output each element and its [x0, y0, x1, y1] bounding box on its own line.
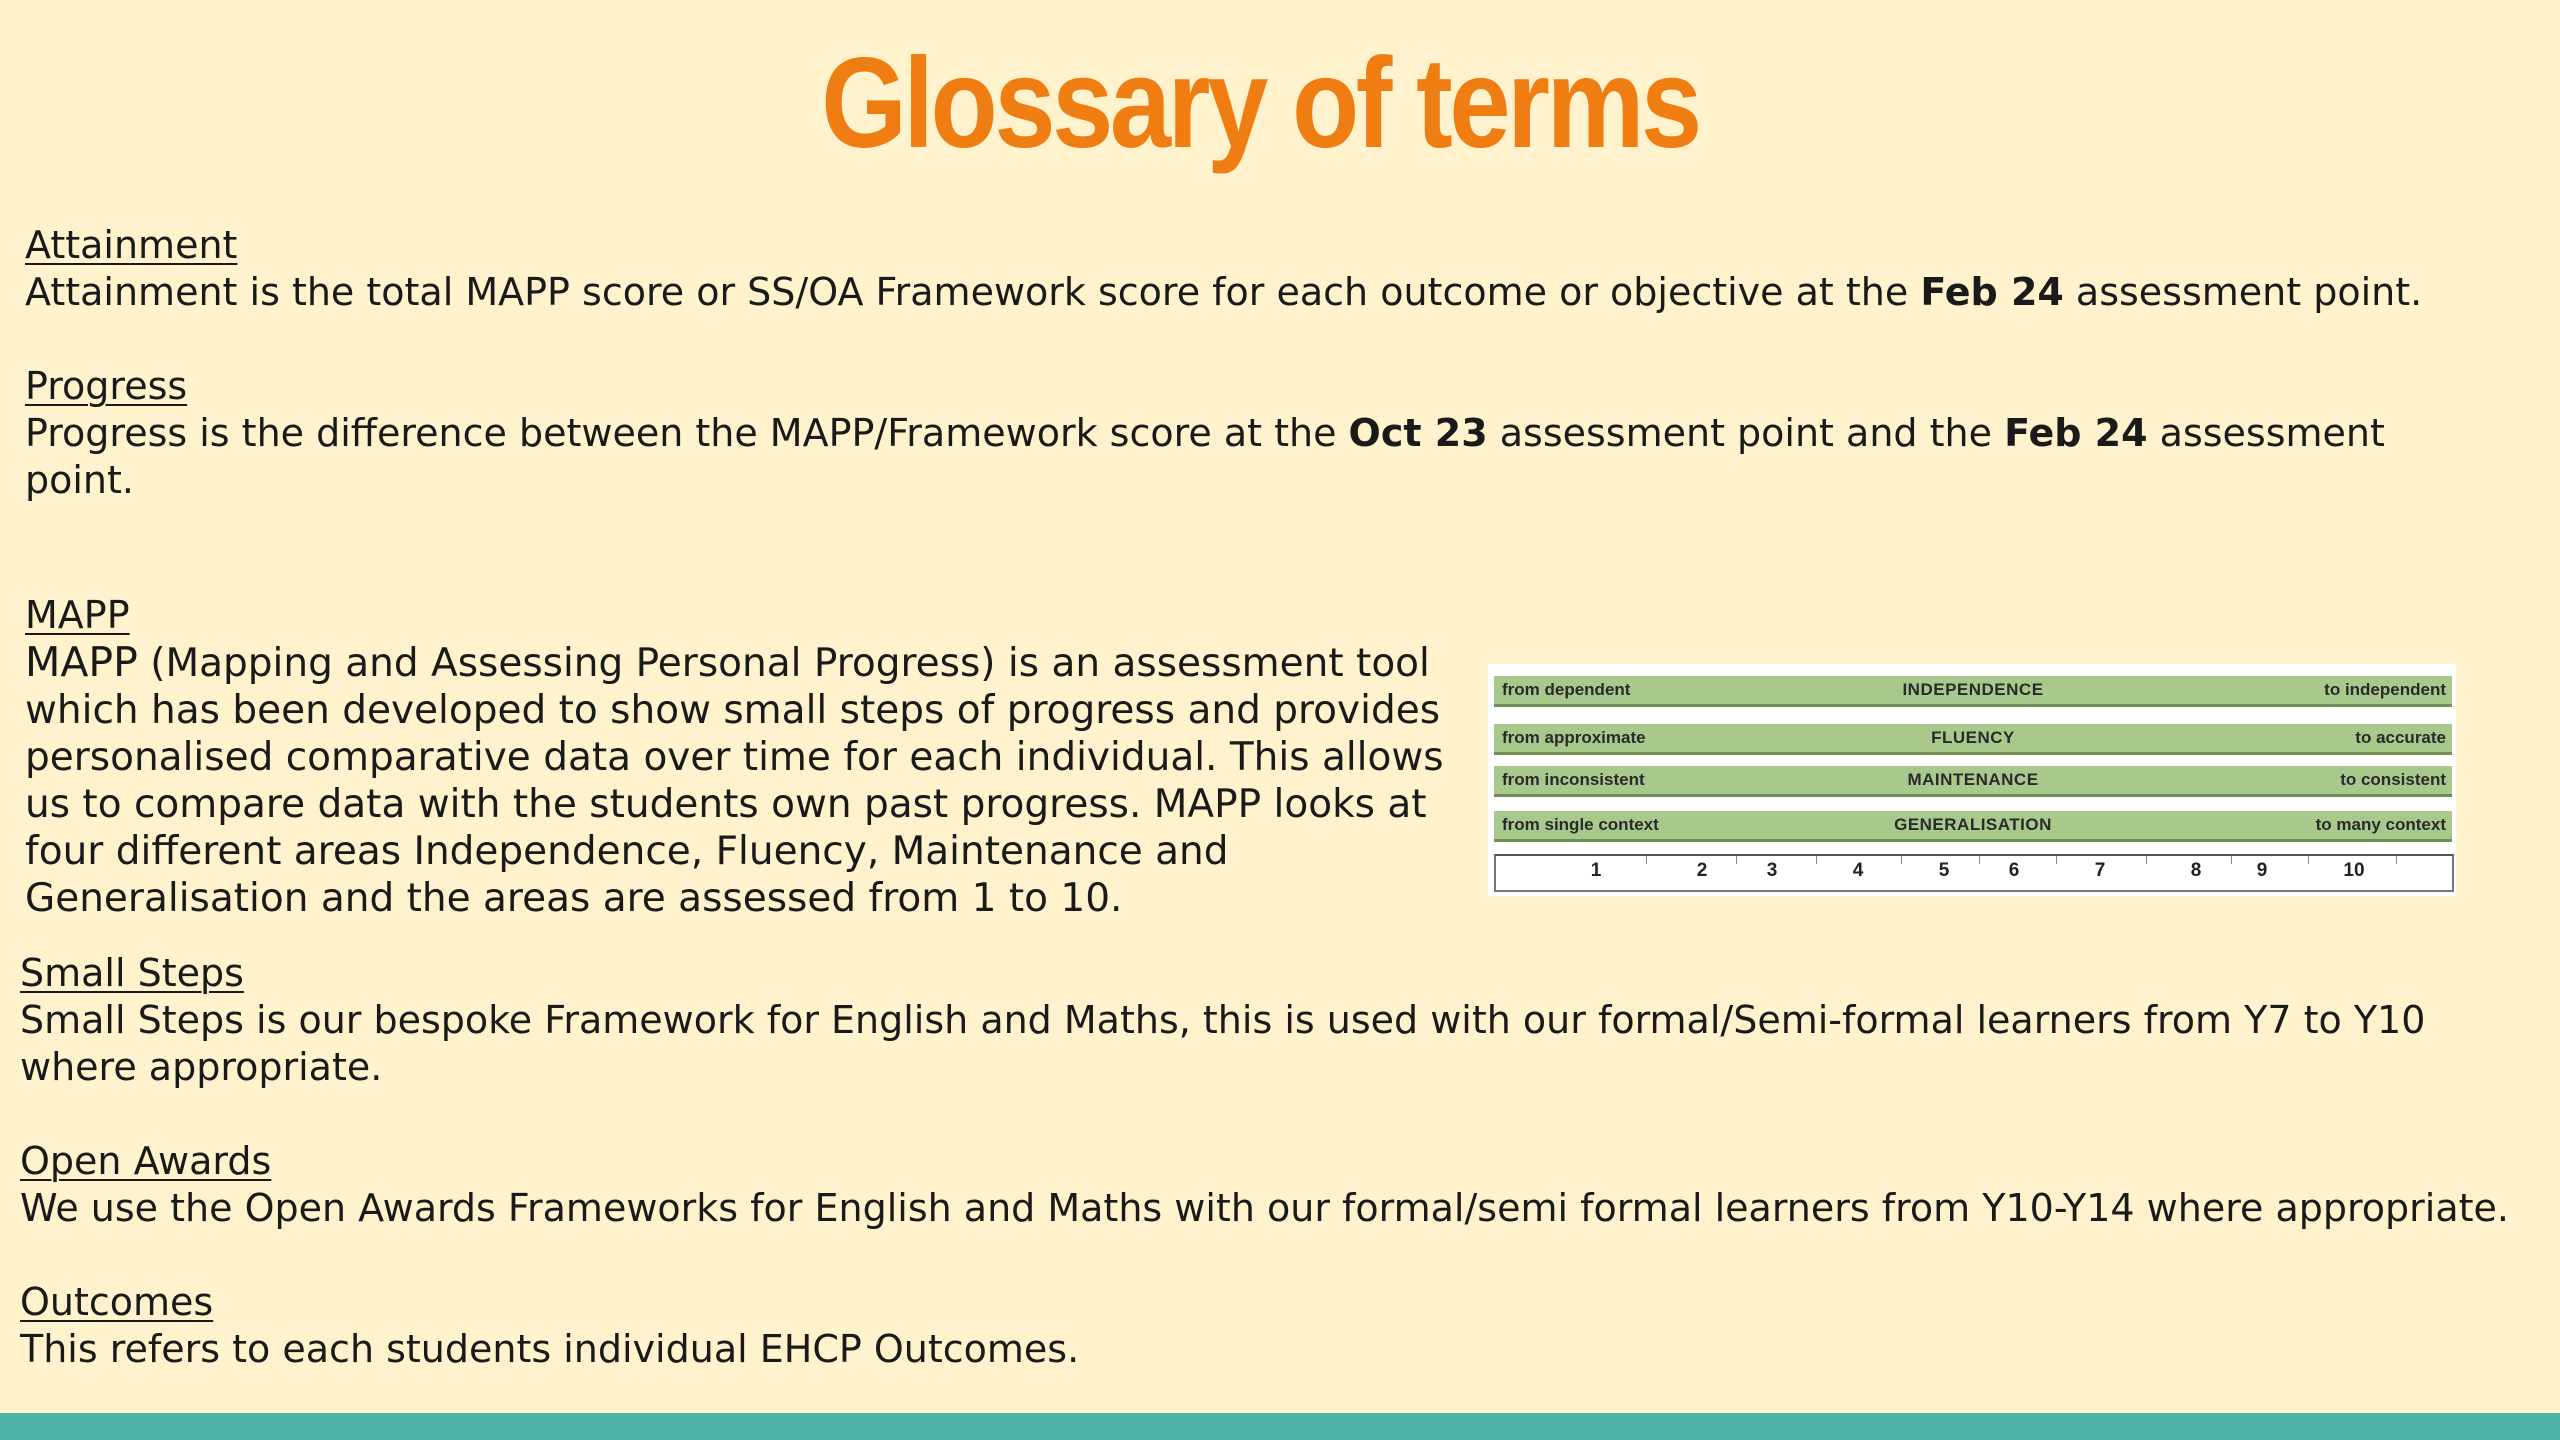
definition-date: Feb 24: [2004, 411, 2148, 455]
scale-number: 5: [1938, 860, 1950, 881]
footer-bar: [0, 1413, 2560, 1440]
term-heading-mapp: MAPP: [25, 593, 130, 637]
scale-row-area: GENERALISATION: [1894, 815, 2052, 834]
scale-row-fluency: [1494, 724, 2452, 755]
scale-row-area: INDEPENDENCE: [1902, 680, 2044, 699]
definition-date: Oct 23: [1348, 411, 1488, 455]
scale-row-independence: [1494, 676, 2452, 707]
term-definition-small-steps: Small Steps is our bespoke Framework for English and Maths, this is used with our formal/Semi-formal learners from Y7 to Y10 where appropriate.: [20, 998, 2426, 1089]
page-title: Glossary of terms: [821, 32, 1699, 175]
term-definition-mapp: [25, 639, 1465, 922]
scale-number: 4: [1852, 860, 1864, 881]
scale-row-generalisation: [1494, 811, 2452, 842]
scale-row-area: MAINTENANCE: [1907, 770, 2039, 789]
term-mapp: [25, 592, 1465, 922]
term-outcomes: [20, 1279, 2520, 1373]
scale-number: 6: [2008, 860, 2020, 881]
definition-text: assessment point.: [25, 411, 2385, 502]
scale-row-to: to independent: [2324, 680, 2446, 699]
scale-row-from: from dependent: [1502, 680, 1631, 699]
scale-tick: [2056, 856, 2057, 864]
term-definition-progress: [25, 410, 2465, 504]
term-definition-outcomes: This refers to each students individual EHCP Outcomes.: [20, 1327, 1080, 1371]
definition-text: assessment point.: [2063, 270, 2423, 314]
definition-text: (Mapping and Assessing Personal Progress) is an assessment tool which has been developed to show small steps of progress and provides personalised comparative data over time for each individual. This allows us to compare data with the students own past progress. MAPP looks at four different areas Independence, Fluency, Maintenance and Generalisation and the areas are assessed from 1 to 10.: [25, 641, 1444, 921]
scale-number-line: [1494, 854, 2454, 892]
definition-text: Progress is the difference between the MAPP/Framework score at the: [25, 411, 1349, 455]
scale-row-area: FLUENCY: [1931, 728, 2015, 747]
scale-row-to: to consistent: [2340, 770, 2446, 789]
term-heading-progress: Progress: [25, 364, 188, 408]
scale-number: 7: [2094, 860, 2106, 881]
term-progress: [25, 363, 2465, 504]
scale-row-maintenance: [1494, 766, 2452, 797]
scale-number: 3: [1766, 860, 1778, 881]
term-small-steps: [20, 950, 2520, 1091]
scale-tick: [2396, 856, 2397, 864]
term-heading-open-awards: Open Awards: [20, 1139, 272, 1183]
scale-row-from: from approximate: [1502, 728, 1646, 747]
definition-text: Attainment is the total MAPP score or SS/OA Framework score for each outcome or objective at the: [25, 270, 1921, 314]
scale-number: 1: [1590, 860, 1602, 881]
scale-row-from: from inconsistent: [1502, 770, 1645, 789]
term-definition-open-awards: We use the Open Awards Frameworks for English and Maths with our formal/semi formal learners from Y10-Y14 where appropriate.: [20, 1186, 2509, 1230]
scale-row-to: to many context: [2315, 815, 2446, 834]
scale-tick: [1901, 856, 1902, 864]
scale-tick: [2146, 856, 2147, 864]
term-heading-small-steps: Small Steps: [20, 951, 244, 995]
scale-tick: [1979, 856, 1980, 864]
scale-tick: [1736, 856, 1737, 864]
term-heading-outcomes: Outcomes: [20, 1280, 214, 1324]
term-open-awards: [20, 1138, 2520, 1232]
scale-number: 10: [2343, 860, 2365, 881]
scale-tick: [2231, 856, 2232, 864]
scale-row-to: to accurate: [2355, 728, 2446, 747]
scale-tick: [1646, 856, 1647, 864]
scale-tick: [2308, 856, 2309, 864]
definition-text: assessment point and the: [1487, 411, 2005, 455]
term-heading-attainment: Attainment: [25, 223, 238, 267]
scale-tick: [1816, 856, 1817, 864]
definition-date: Feb 24: [1920, 270, 2064, 314]
mapp-scale-image: [1488, 664, 2456, 896]
term-attainment: [25, 222, 2465, 316]
scale-number: 9: [2256, 860, 2268, 881]
scale-number: 8: [2190, 860, 2202, 881]
definition-lead: MAPP: [25, 638, 138, 686]
scale-number: 2: [1696, 860, 1708, 881]
scale-row-from: from single context: [1502, 815, 1659, 834]
term-definition-attainment: [25, 269, 2465, 316]
